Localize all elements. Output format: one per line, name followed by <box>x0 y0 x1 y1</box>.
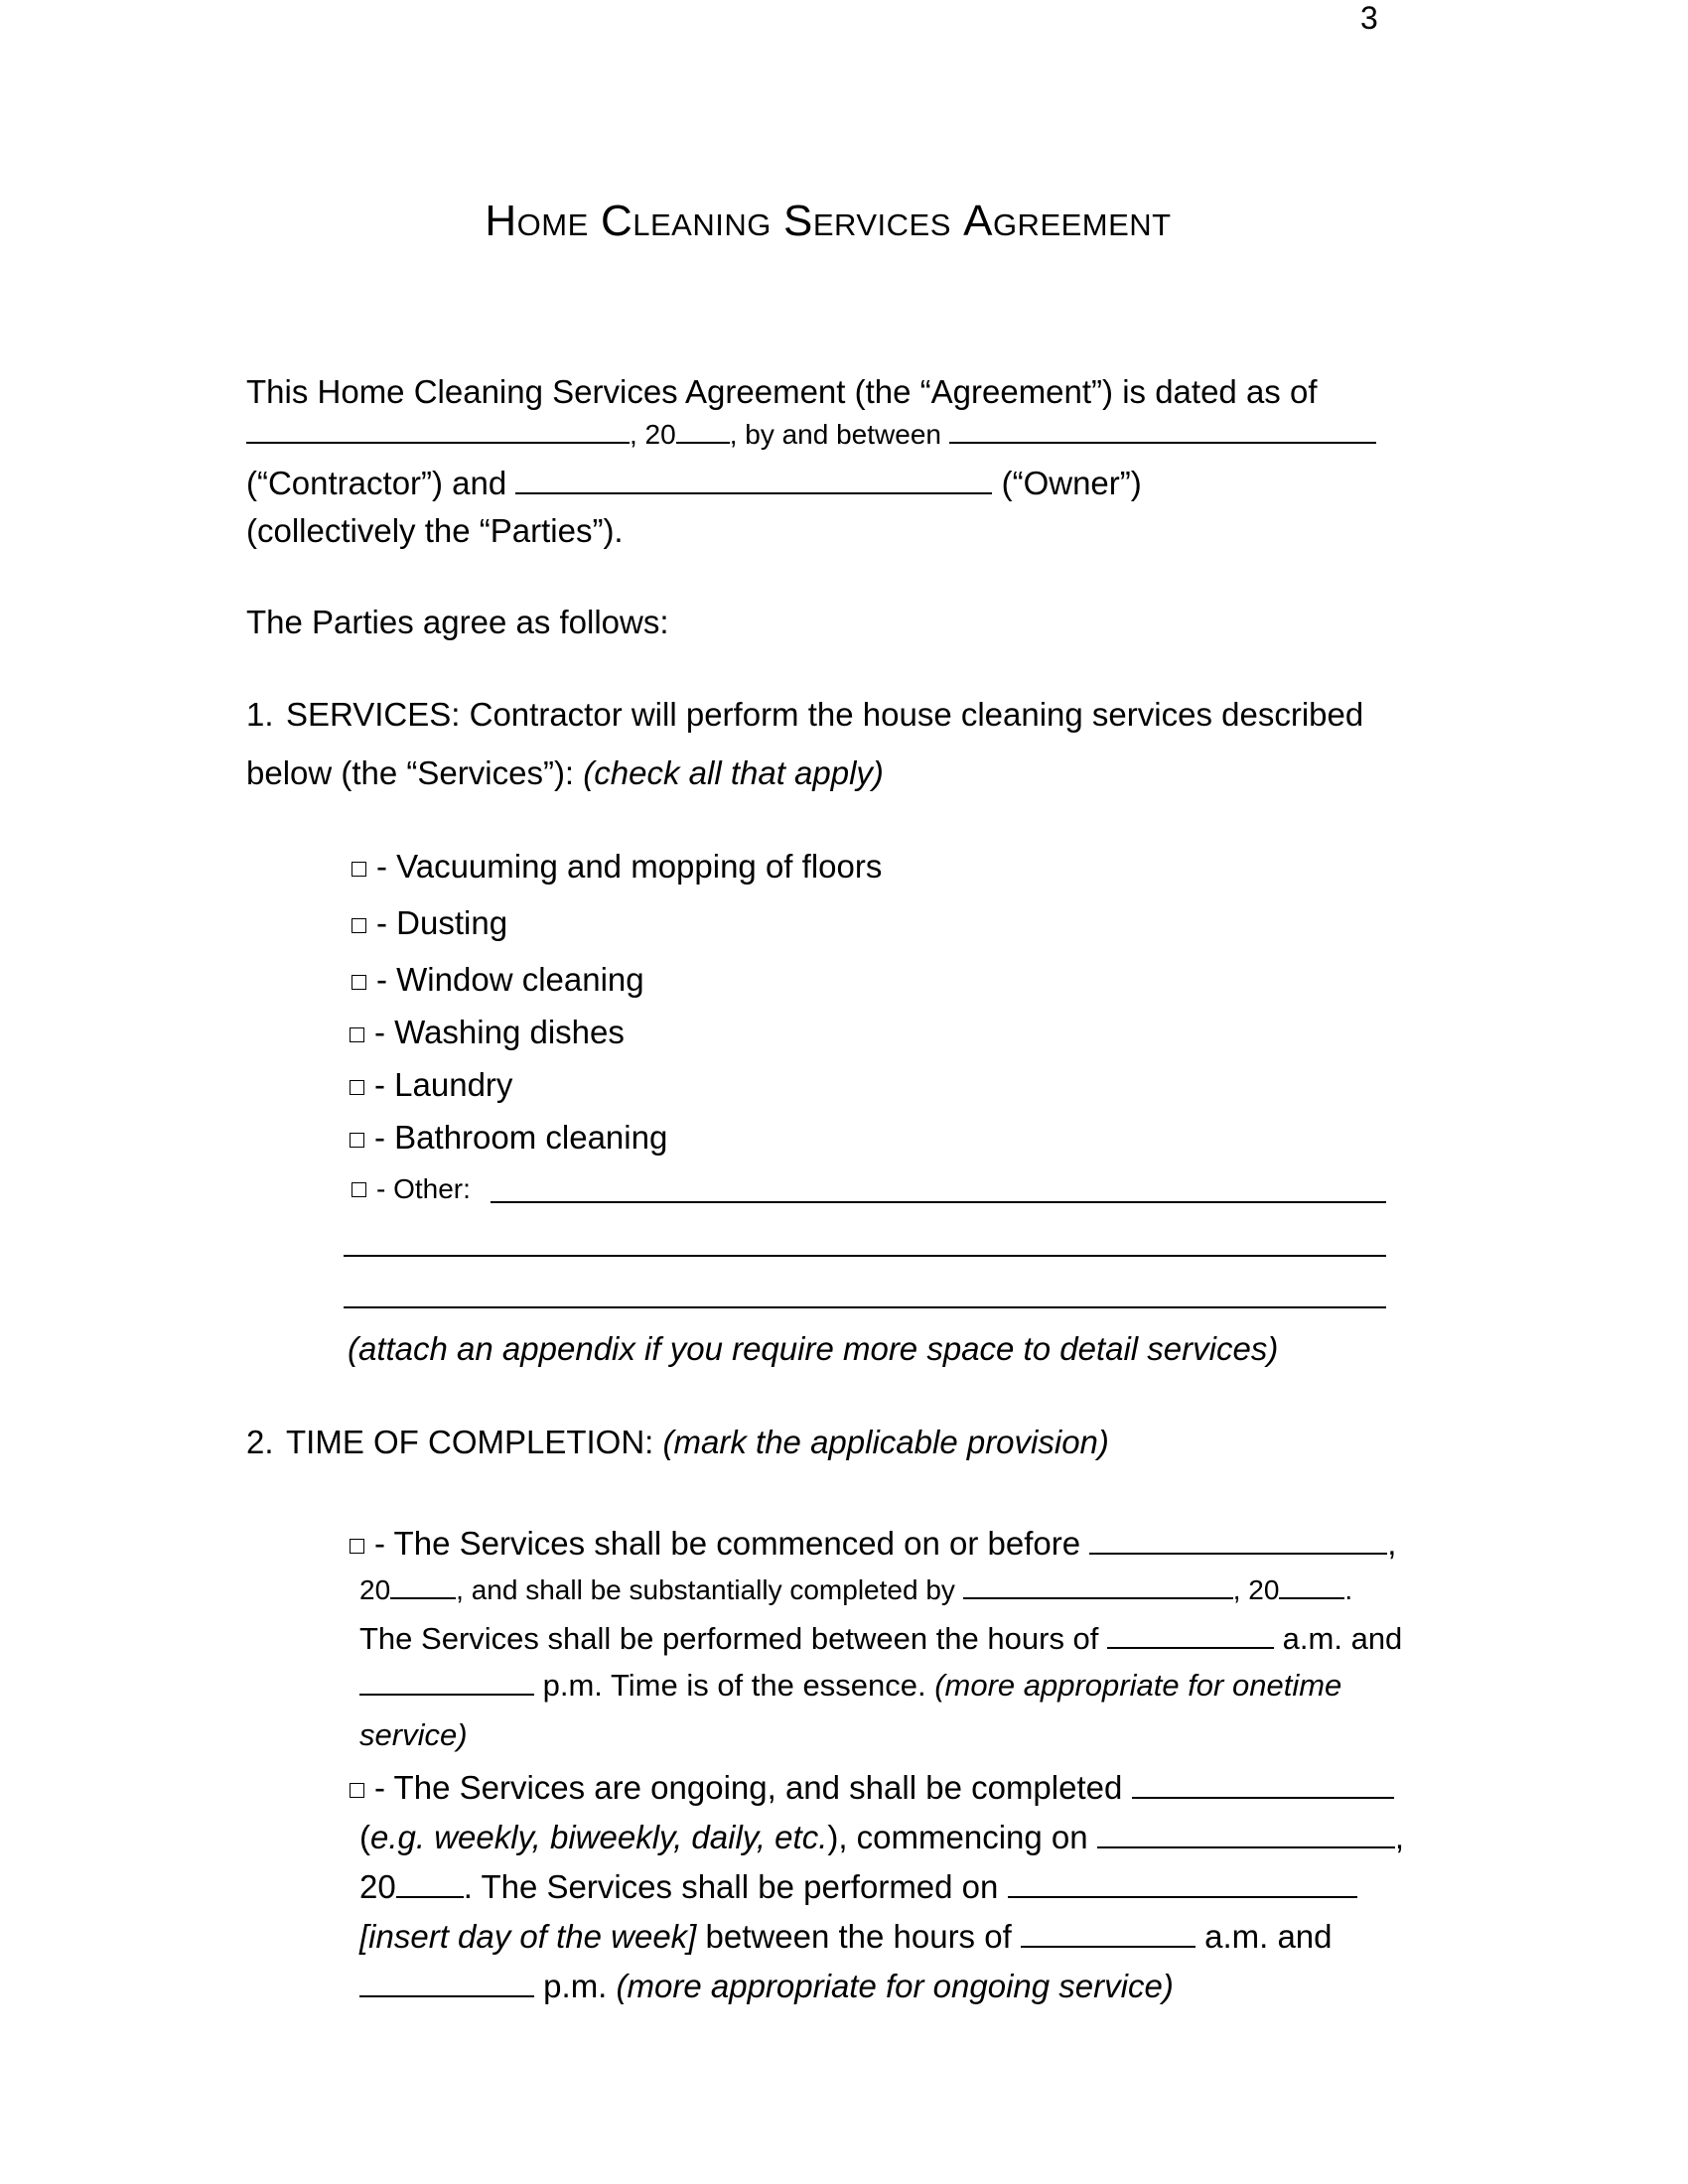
ongoing-commence-date-blank[interactable] <box>1097 1845 1395 1848</box>
window-cleaning-checkbox[interactable] <box>352 975 366 990</box>
completion-date-blank[interactable] <box>963 1596 1233 1599</box>
contractor-name-blank[interactable] <box>949 441 1376 444</box>
completion-option-1-line-2: 20 , and shall be substantially completed by , 20 . <box>359 1574 1353 1605</box>
intro-line-1: This Home Cleaning Services Agreement (the “Agreement”) is dated as of <box>246 373 1318 410</box>
commence-year-blank[interactable] <box>390 1596 456 1599</box>
laundry-checkbox[interactable] <box>350 1080 364 1095</box>
intro-line-2: , 20 , by and between <box>246 421 1376 449</box>
intro-line-4: (collectively the “Parties”). <box>246 512 624 549</box>
completion-option-2-line-1: - The Services are ongoing, and shall be completed <box>350 1771 1394 1804</box>
other-service-line-3[interactable] <box>344 1306 1386 1308</box>
start-hour-blank[interactable] <box>1107 1646 1274 1649</box>
ongoing-start-hour-blank[interactable] <box>1021 1945 1196 1948</box>
dusting-checkbox[interactable] <box>352 918 366 933</box>
completion-option-2-line-5: p.m. (more appropriate for ongoing service) <box>359 1970 1174 2002</box>
service-option-window: - Window cleaning <box>352 963 644 996</box>
ongoing-end-hour-blank[interactable] <box>359 1994 534 1997</box>
completion-option-2-line-3: 20 . The Services shall be performed on <box>359 1870 1357 1903</box>
other-checkbox[interactable] <box>352 1182 366 1197</box>
vacuuming-checkbox[interactable] <box>352 862 366 877</box>
bathroom-cleaning-checkbox[interactable] <box>350 1133 364 1148</box>
agree-statement: The Parties agree as follows: <box>246 604 669 640</box>
completion-option-1-line-3: The Services shall be performed between the hours of a.m. and <box>359 1621 1403 1656</box>
ongoing-year-blank[interactable] <box>396 1895 464 1898</box>
frequency-blank[interactable] <box>1132 1796 1394 1799</box>
document-title: HOME CLEANING SERVICES AGREEMENT <box>485 197 1172 245</box>
completion-option-1-line-5: service) <box>359 1717 468 1752</box>
service-option-bathroom: - Bathroom cleaning <box>350 1121 667 1154</box>
service-option-laundry: - Laundry <box>350 1068 512 1101</box>
end-hour-blank[interactable] <box>359 1693 534 1696</box>
onetime-service-checkbox[interactable] <box>350 1539 364 1554</box>
year-blank[interactable] <box>676 441 730 444</box>
completion-year-blank[interactable] <box>1279 1596 1344 1599</box>
day-of-week-blank[interactable] <box>1008 1895 1357 1898</box>
page-number: 3 <box>1360 0 1378 36</box>
washing-dishes-checkbox[interactable] <box>350 1027 364 1042</box>
completion-option-2-line-2: (e.g. weekly, biweekly, daily, etc.), commencing on , <box>359 1819 1404 1855</box>
service-option-dishes: - Washing dishes <box>350 1016 625 1048</box>
service-option-vacuuming: - Vacuuming and mopping of floors <box>352 850 882 883</box>
section-1-line-2: below (the “Services”): (check all that apply) <box>246 754 884 791</box>
service-option-other: - Other: <box>352 1175 471 1203</box>
service-option-dusting: - Dusting <box>352 906 507 939</box>
intro-line-3: (“Contractor”) and (“Owner”) <box>246 465 1142 501</box>
date-blank[interactable] <box>246 441 630 444</box>
ongoing-service-checkbox[interactable] <box>350 1783 364 1798</box>
completion-option-1-line-4: p.m. Time is of the essence. (more appropriate for onetime <box>359 1670 1341 1701</box>
section-2-heading: 2. TIME OF COMPLETION: (mark the applicable provision) <box>246 1424 1109 1460</box>
completion-option-1-line-1: - The Services shall be commenced on or before , <box>350 1527 1396 1560</box>
other-service-line-1[interactable] <box>491 1201 1386 1203</box>
owner-name-blank[interactable] <box>515 491 992 494</box>
completion-option-2-line-4: [insert day of the week] between the hours of a.m. and <box>359 1918 1333 1955</box>
other-service-line-2[interactable] <box>344 1255 1386 1257</box>
commence-date-blank[interactable] <box>1089 1552 1387 1555</box>
section-1-heading: 1. SERVICES: Contractor will perform the house cleaning services described <box>246 696 1364 733</box>
appendix-note: (attach an appendix if you require more space to detail services) <box>348 1330 1279 1367</box>
